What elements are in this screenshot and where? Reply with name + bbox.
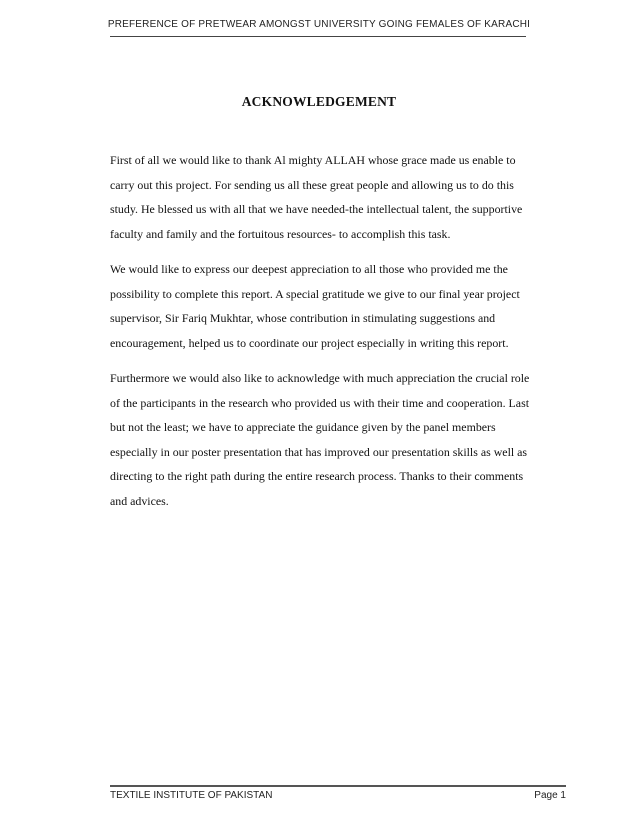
footer-page-number: Page 1 bbox=[534, 790, 566, 801]
body-text bbox=[110, 148, 550, 524]
header-rule bbox=[110, 36, 526, 37]
footer-rule bbox=[110, 785, 566, 787]
paragraph-line: Furthermore we would also like to acknowledge with much appreciation the crucial role bbox=[110, 371, 530, 385]
paragraph-line: especially in our poster presentation that has improved our presentation skills as well as bbox=[110, 444, 528, 459]
paragraph-line: directing to the right path during the entire research process. Thanks to their comments bbox=[110, 469, 524, 483]
paragraph-2 bbox=[110, 257, 550, 355]
paragraph-1 bbox=[110, 148, 550, 246]
paragraph-line: carry out this project. For sending us all these great people and allowing us to do this bbox=[110, 177, 514, 192]
paragraph-line: study. He blessed us with all that we have needed-the intellectual talent, the supportive bbox=[110, 202, 523, 216]
page-title: ACKNOWLEDGEMENT bbox=[241, 94, 397, 109]
paragraph-line: and advices. bbox=[110, 493, 169, 508]
paragraph-line: of the participants in the research who provided us with their time and cooperation. Last bbox=[110, 395, 530, 410]
footer-institution: TEXTILE INSTITUTE OF PAKISTAN bbox=[110, 790, 273, 801]
paragraph-line: but not the least; we have to appreciate the guidance given by the panel members bbox=[110, 420, 496, 434]
paragraph-line: We would like to express our deepest appreciation to all those who provided me the bbox=[110, 262, 508, 276]
paragraph-line: First of all we would like to thank Al mighty ALLAH whose grace made us enable to bbox=[110, 153, 516, 167]
paragraph-line: faculty and family and the fortuitous resources- to accomplish this task. bbox=[110, 226, 451, 241]
paragraph-line: possibility to complete this report. A special gratitude we give to our final year project bbox=[110, 286, 520, 301]
paragraph-line: encouragement, helped us to coordinate our project especially in writing this report. bbox=[110, 335, 509, 350]
paragraph-3 bbox=[110, 366, 550, 513]
running-header: PREFERENCE OF PRETWEAR AMONGST UNIVERSITY GOING FEMALES OF KARACHI bbox=[107, 19, 531, 30]
paragraph-line: supervisor, Sir Fariq Mukhtar, whose contribution in stimulating suggestions and bbox=[110, 311, 496, 325]
